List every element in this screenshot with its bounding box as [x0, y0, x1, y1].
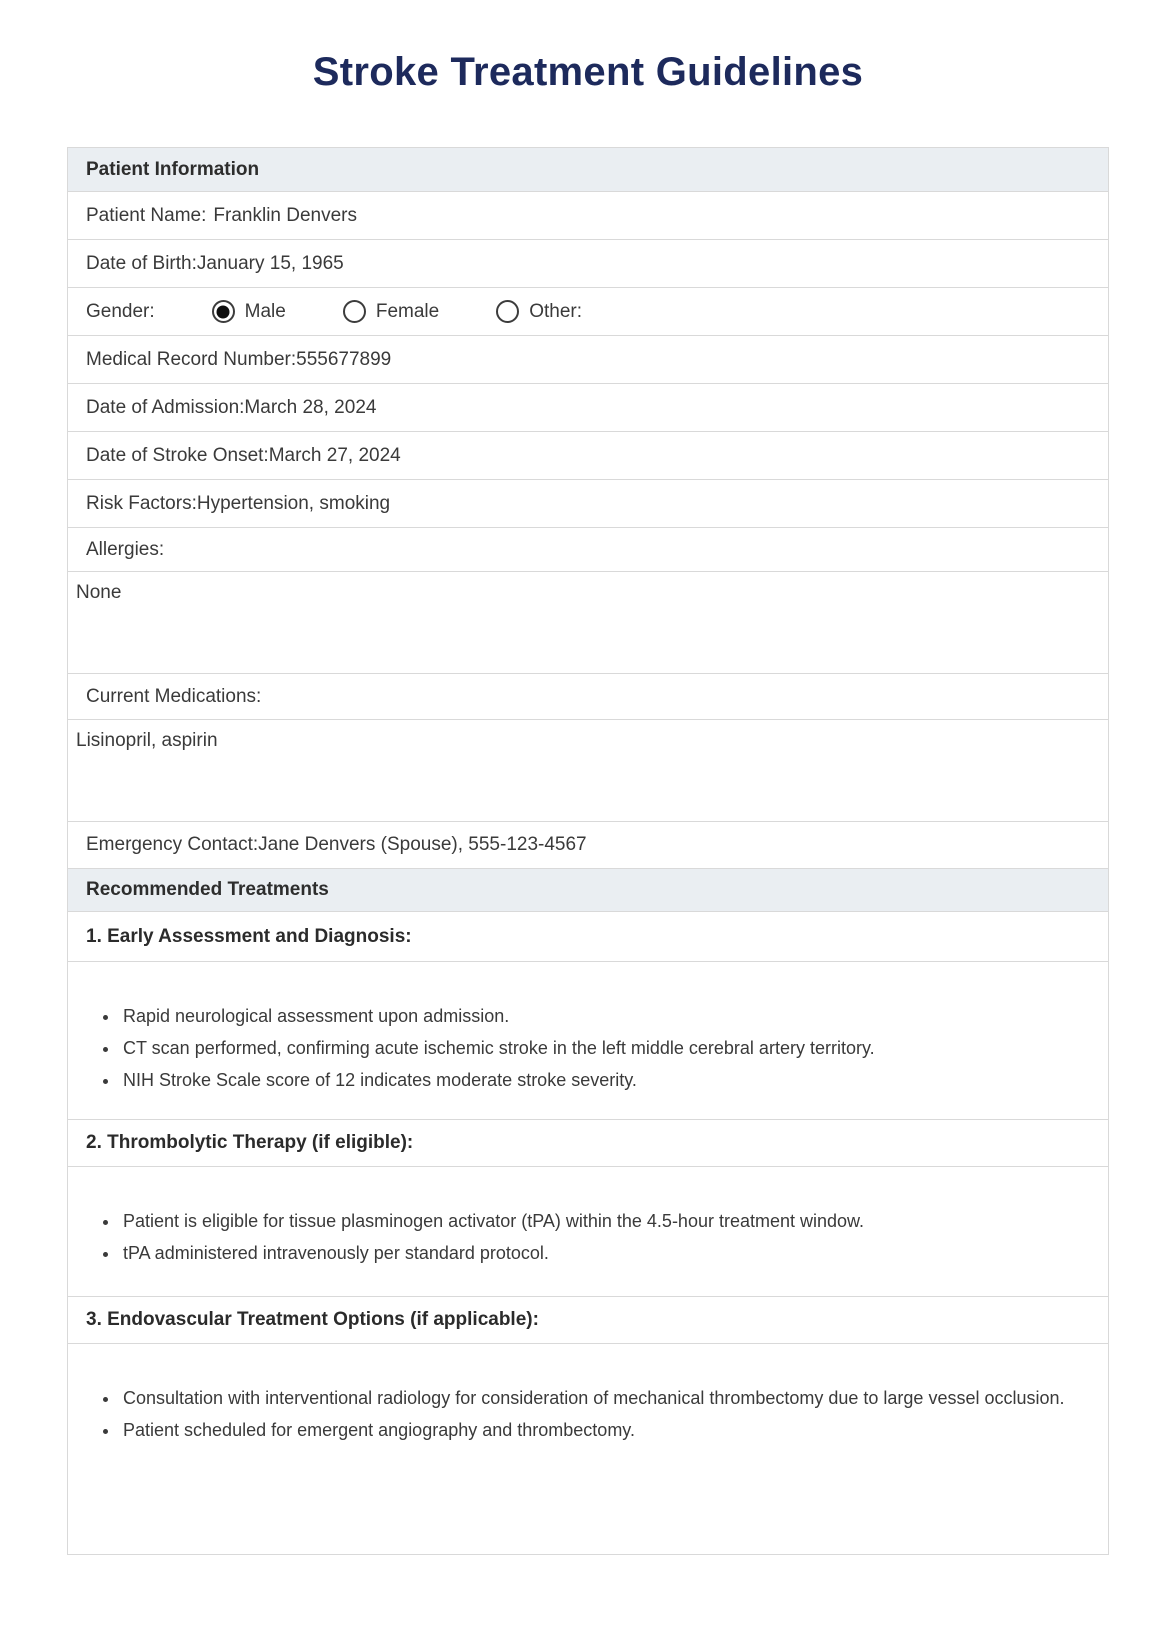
section-header-label: Recommended Treatments — [86, 879, 329, 900]
row-allergies-label — [68, 528, 1108, 572]
row-current-medications-label — [68, 674, 1108, 720]
treatment-section-heading-1 — [68, 912, 1108, 962]
patient-name-label: Patient Name: — [86, 204, 207, 226]
gender-option-male-label: Male — [244, 300, 286, 322]
row-gender — [68, 288, 1108, 336]
bullet-list — [96, 1382, 1083, 1446]
section-header-patient-information — [68, 148, 1108, 192]
bullet-list — [96, 1000, 1083, 1096]
treatment-heading-label: 3. Endovascular Treatment Options (if applicable): — [86, 1309, 539, 1330]
treatment-bullet: • CT scan performed, confirming acute ischemic stroke in the left middle cerebral artery territory. — [120, 1032, 1083, 1064]
treatment-section-bullets-2 — [68, 1167, 1108, 1297]
row-patient-name — [68, 192, 1108, 240]
gender-option-male[interactable] — [212, 300, 286, 323]
treatment-bullet: • Rapid neurological assessment upon admission. — [120, 1000, 1083, 1032]
allergies-value: None — [76, 582, 122, 603]
row-risk-factors — [68, 480, 1108, 528]
date-of-admission-label: Date of Admission: — [86, 396, 245, 418]
emergency-contact-label: Emergency Contact: — [86, 834, 259, 855]
date-of-birth-label: Date of Birth: — [86, 252, 197, 274]
current-medications-input[interactable] — [68, 720, 1108, 822]
treatment-bullet: • Patient is eligible for tissue plasminogen activator (tPA) within the 4.5-hour treatment window. — [120, 1205, 1083, 1237]
allergies-label: Allergies: — [86, 538, 165, 560]
row-date-of-admission — [68, 384, 1108, 432]
gender-label: Gender: — [86, 300, 155, 322]
date-of-admission-value: March 28, 2024 — [244, 396, 377, 418]
treatment-section-bullets-1 — [68, 962, 1108, 1120]
gender-option-female-label: Female — [375, 300, 440, 322]
treatment-bullet: • Patient scheduled for emergent angiography and thrombectomy. — [120, 1414, 1083, 1446]
row-medical-record-number — [68, 336, 1108, 384]
radio-icon — [212, 300, 235, 323]
emergency-contact-value: Jane Denvers (Spouse), 555-123-4567 — [258, 834, 587, 855]
row-emergency-contact — [68, 822, 1108, 869]
current-medications-value: Lisinopril, aspirin — [76, 730, 218, 751]
treatment-bullet: • NIH Stroke Scale score of 12 indicates moderate stroke severity. — [120, 1064, 1083, 1096]
gender-option-female[interactable] — [343, 300, 439, 323]
section-header-label: Patient Information — [86, 158, 260, 180]
risk-factors-value: Hypertension, smoking — [196, 492, 391, 514]
row-date-of-birth — [68, 240, 1108, 288]
treatment-heading-label: 1. Early Assessment and Diagnosis: — [86, 925, 412, 947]
treatment-section-heading-3 — [68, 1297, 1108, 1344]
medical-record-number-value: 555677899 — [296, 348, 392, 370]
treatment-heading-label: 2. Thrombolytic Therapy (if eligible): — [86, 1132, 414, 1153]
treatment-bullet: • tPA administered intravenously per standard protocol. — [120, 1237, 1083, 1269]
current-medications-label: Current Medications: — [86, 685, 262, 707]
bullet-list — [96, 1205, 1083, 1269]
treatment-section-heading-2 — [68, 1120, 1108, 1167]
page-title: Stroke Treatment Guidelines — [312, 50, 864, 94]
date-of-stroke-onset-label: Date of Stroke Onset: — [86, 444, 269, 466]
date-of-stroke-onset-value: March 27, 2024 — [268, 444, 401, 466]
date-of-birth-value: January 15, 1965 — [196, 252, 344, 274]
patient-form-table — [67, 147, 1109, 1555]
allergies-input[interactable] — [68, 572, 1108, 674]
section-header-recommended-treatments — [68, 869, 1108, 912]
risk-factors-label: Risk Factors: — [86, 492, 197, 514]
radio-icon — [343, 300, 366, 323]
row-date-of-stroke-onset — [68, 432, 1108, 480]
treatment-section-bullets-3 — [68, 1344, 1108, 1554]
radio-icon — [496, 300, 519, 323]
gender-option-other-label: Other: — [529, 300, 583, 322]
patient-name-value: Franklin Denvers — [213, 204, 358, 226]
treatment-bullet: • Consultation with interventional radiology for consideration of mechanical thrombectomy due to large vessel occlusion. — [120, 1382, 1083, 1414]
medical-record-number-label: Medical Record Number: — [86, 348, 297, 370]
gender-option-other[interactable] — [496, 300, 582, 323]
